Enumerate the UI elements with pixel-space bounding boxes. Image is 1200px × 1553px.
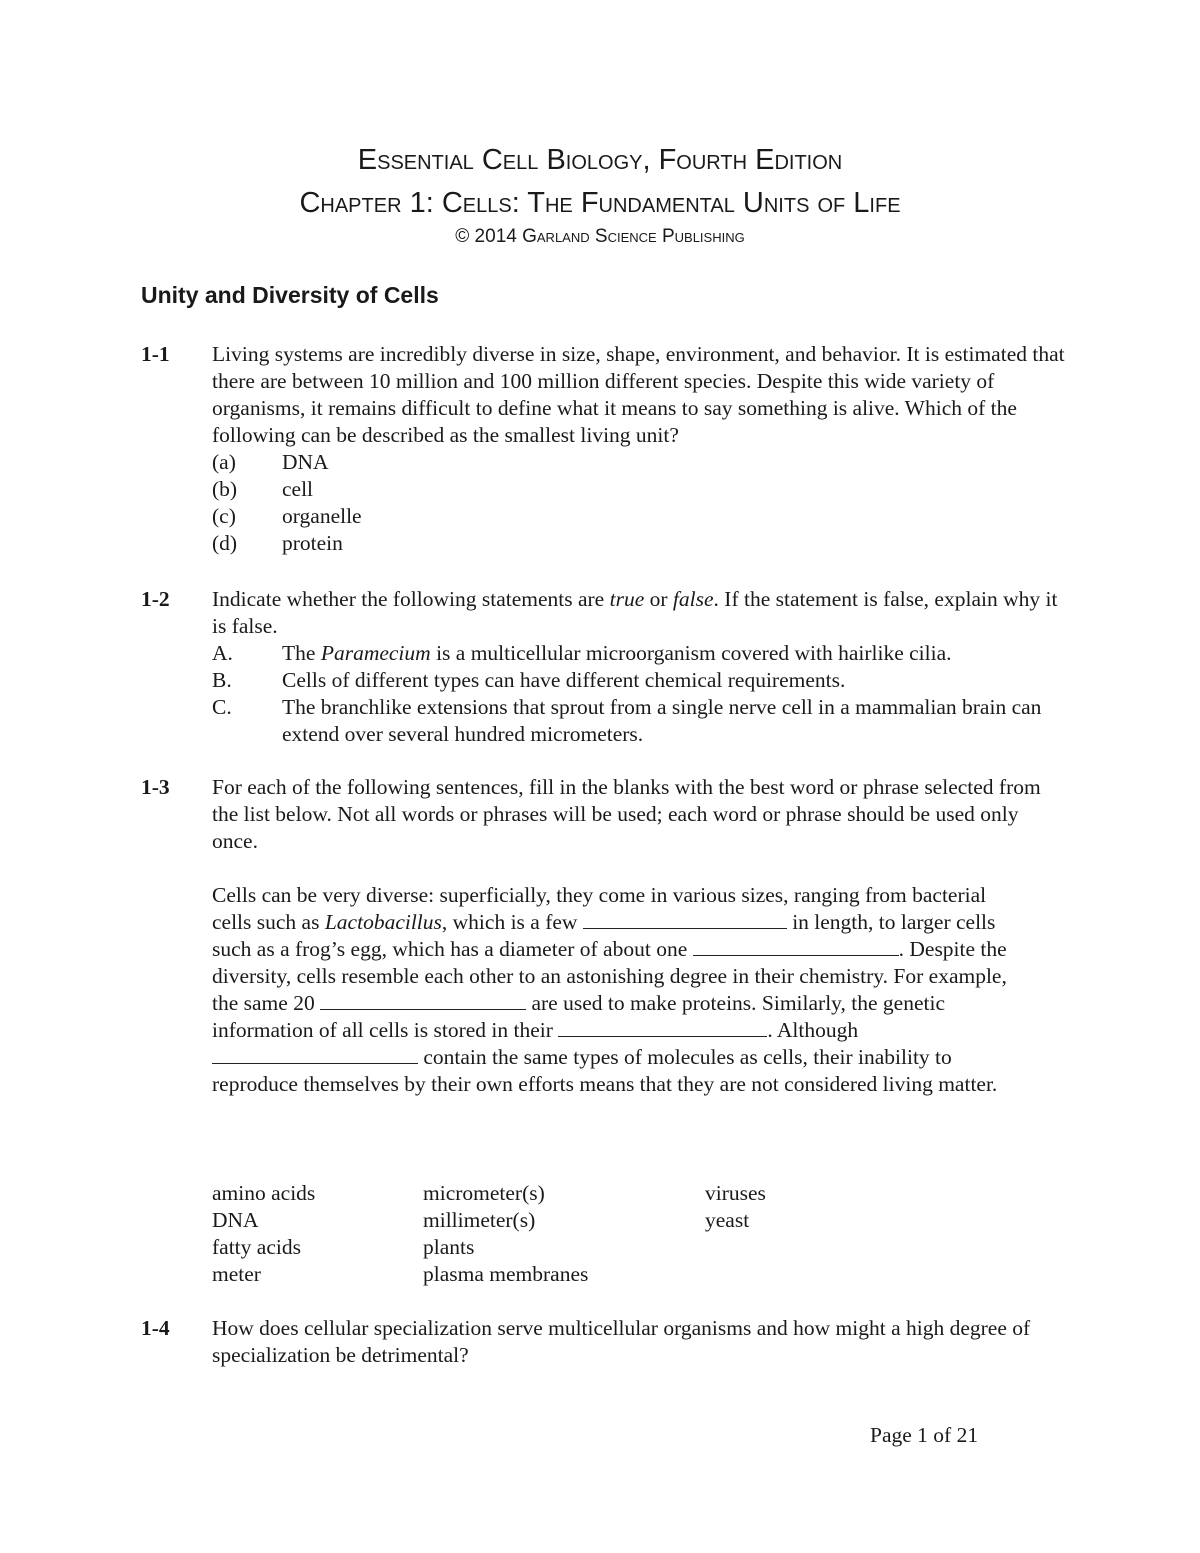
option-a [212, 449, 1081, 476]
text-run: is a multicellular microorganism covered with hairlike cilia. [430, 641, 952, 665]
blank-3[interactable] [320, 990, 526, 1010]
fill-in-paragraph [212, 882, 1012, 1098]
word-list-row [212, 1261, 912, 1288]
blank-4[interactable] [558, 1017, 767, 1037]
statement-text [282, 640, 1081, 667]
word-item: fatty acids [212, 1235, 301, 1259]
text-run: or [644, 587, 673, 611]
page-number: Page 1 of 21 [870, 1423, 979, 1447]
blank-1[interactable] [583, 909, 787, 929]
text-run: , which is a few [441, 910, 583, 934]
question-number: 1-4 [141, 1316, 170, 1340]
option-b [212, 476, 1081, 503]
option-text: cell [282, 477, 314, 501]
question-1-2 [141, 586, 1081, 748]
italic-organism: Lactobacillus [324, 910, 442, 934]
word-list-row [212, 1207, 912, 1234]
question-text: Living systems are incredibly diverse in size, shape, environment, and behavior. It is estimated that there are between 10 million and 100 million different species. Despite this wide variety of organisms, it remains difficult to define what it means to say something is alive. Which of the following can be described as the smallest living unit? [212, 342, 1065, 447]
copyright-line: © 2014 Garland Science Publishing [455, 226, 745, 247]
question-text [212, 586, 1072, 640]
book-title: Essential Cell Biology, Fourth Edition [357, 144, 843, 176]
word-list-row [212, 1234, 912, 1261]
section-heading: Unity and Diversity of Cells [141, 282, 439, 308]
text-run: The [282, 641, 321, 665]
statement-b [212, 667, 1081, 694]
italic-false: false [672, 587, 714, 611]
question-1-3 [141, 774, 1081, 855]
statement-text: The branchlike extensions that sprout from a single nerve cell in a mammalian brain can extend over several hundred micrometers. [282, 695, 1042, 746]
question-number: 1-3 [141, 775, 170, 799]
option-text: protein [282, 531, 343, 555]
option-label: (b) [212, 477, 238, 501]
option-c [212, 503, 1081, 530]
word-item: yeast [705, 1208, 750, 1232]
word-item: millimeter(s) [423, 1208, 536, 1232]
text-run: . Although [767, 1018, 859, 1042]
word-list [212, 1180, 912, 1288]
word-item: plasma membranes [423, 1262, 589, 1286]
chapter-title: Chapter 1: Cells: The Fundamental Units of Life [299, 187, 901, 219]
text-run: . If the statement is false, explain why it is false. [212, 587, 1058, 638]
text-run: . Despite the diversity, cells resemble each other to an astonishing degree in their chemistry. For example, the same 20 [212, 937, 1007, 1015]
question-text: How does cellular specialization serve multicellular organisms and how might a high degree of specialization be detrimental? [212, 1316, 1031, 1367]
option-d [212, 530, 1081, 557]
statement-label: A. [212, 641, 233, 665]
word-item: viruses [705, 1181, 766, 1205]
word-list-row [212, 1180, 912, 1207]
question-1-4 [141, 1315, 1081, 1369]
option-text: DNA [282, 450, 329, 474]
text-run: Cells can be very diverse: superficially, they come in various sizes, ranging from bacterial cells such as [212, 883, 987, 934]
statement-text: Cells of different types can have different chemical requirements. [282, 668, 846, 692]
blank-2[interactable] [693, 936, 899, 956]
text-run: are used to make proteins. Similarly, the genetic information of all cells is stored in their [212, 991, 946, 1042]
question-number: 1-1 [141, 342, 170, 366]
statement-a [212, 640, 1081, 667]
word-item: DNA [212, 1208, 259, 1232]
text-run: in length, to larger cells such as a frog’s egg, which has a diameter of about one [212, 910, 996, 961]
option-label: (a) [212, 450, 236, 474]
question-text: For each of the following sentences, fill in the blanks with the best word or phrase selected from the list below. Not all words or phrases will be used; each word or phrase should be used only once. [212, 775, 1041, 853]
word-item: plants [423, 1235, 475, 1259]
question-1-1 [141, 341, 1081, 557]
statement-label: B. [212, 668, 232, 692]
blank-5[interactable] [212, 1044, 418, 1064]
statement-label: C. [212, 695, 232, 719]
statement-c [212, 694, 1081, 748]
italic-true: true [609, 587, 645, 611]
italic-organism: Paramecium [320, 641, 431, 665]
option-label: (d) [212, 531, 238, 555]
word-item: micrometer(s) [423, 1181, 545, 1205]
word-item: amino acids [212, 1181, 316, 1205]
option-label: (c) [212, 504, 236, 528]
question-number: 1-2 [141, 587, 170, 611]
option-text: organelle [282, 504, 362, 528]
text-run: Indicate whether the following statements are [212, 587, 610, 611]
word-item: meter [212, 1262, 261, 1286]
text-run: contain the same types of molecules as cells, their inability to reproduce themselves by their own efforts means that they are not considered living matter. [212, 1045, 998, 1096]
